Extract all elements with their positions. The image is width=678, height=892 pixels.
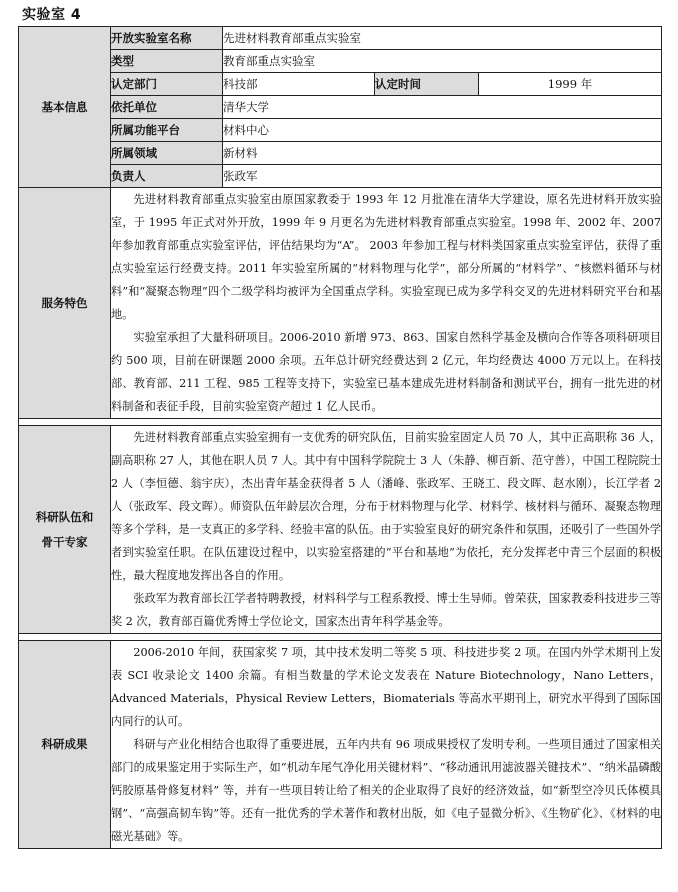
basic-info-label: 基本信息 xyxy=(19,27,111,188)
team-text xyxy=(111,426,662,634)
lab-info-table xyxy=(18,26,662,849)
field-label: 所属领域 xyxy=(111,142,223,165)
dept-value: 科技部 xyxy=(223,73,375,96)
lab-name-value: 先进材料教育部重点实验室 xyxy=(223,27,662,50)
features-paragraph: 实验室承担了大量科研项目。2006-2010 新增 973、863、国家自然科学基金及横向合作等各项科研项目约 500 项，目前在研课题 2000 余项。五年总计研究经费达到 2 亿元，年均经费达 4000 万元以上。在科技部、教育部、211 工程、985 工程等支持下，实验室已基本建成先进材料制备和测试平台，拥有一批先进的材料制备和表征手段，目前实验室资产超过 1 亿人民币。 xyxy=(111,331,662,413)
team-label xyxy=(19,426,111,634)
head-label: 负责人 xyxy=(111,165,223,188)
type-label: 类型 xyxy=(111,50,223,73)
team-paragraph: 先进材料教育部重点实验室拥有一支优秀的研究队伍，目前实验室固定人员 70 人，其中正高职称 36 人，副高职称 27 人，其他在职人员 7 人。其中有中国科学院院士 3 人（朱静、柳百新、范守善），中国工程院院士 2 人（李恒德、翁宇庆），杰出青年基金获得者 5 人（潘峰、张政军、王晓工、段文晖、赵水刚），长江学者 2 人（张政军、段文晖）。师资队伍年龄层次合理，分布于材料物理与化学、材料学、核材料与循环、凝聚态物理等多个学科，是一支真正的多学科、经验丰富的队伍。由于实验室良好的研究条件和氛围，还吸引了一些国外学者到实验室任职。在队伍建设过程中，以实验室搭建的“平台和基地”为依托，充分发挥老中青三个层面的积极性，最大程度地发挥出各自的作用。 xyxy=(111,431,662,582)
type-value: 教育部重点实验室 xyxy=(223,50,662,73)
time-value: 1999 年 xyxy=(479,73,662,96)
unit-value: 清华大学 xyxy=(223,96,662,119)
features-label: 服务特色 xyxy=(19,188,111,419)
dept-label: 认定部门 xyxy=(111,73,223,96)
platform-value: 材料中心 xyxy=(223,119,662,142)
time-label: 认定时间 xyxy=(375,73,479,96)
team-label-line1: 科研队伍和 xyxy=(35,509,94,524)
unit-label: 依托单位 xyxy=(111,96,223,119)
results-paragraph: 2006-2010 年间，获国家奖 7 项，其中技术发明二等奖 5 项、科技进步奖 2 项。在国内外学术期刊上发表 SCI 收录论文 1400 余篇。有相当数量的学术论文发表在 Nature Biotechnology，Nano Letters，Advanced Materials，Physical Review Letters，Biomaterials 等高水平期刊上，研究水平得到了国际国内同行的认可。 xyxy=(111,646,662,728)
field-value: 新材料 xyxy=(223,142,662,165)
team-label-line2: 骨干专家 xyxy=(41,534,88,549)
results-text xyxy=(111,641,662,849)
platform-label: 所属功能平台 xyxy=(111,119,223,142)
results-paragraph: 科研与产业化相结合也取得了重要进展，五年内共有 96 项成果授权了发明专利。一些项目通过了国家相关部门的成果鉴定用于实际生产，如“机动车尾气净化用关键材料”、“移动通讯用滤波器关键技术”、“纳米晶磷酸钙胶原基骨修复材料” 等，并有一些项目转让给了相关的企业取得了良好的经济效益，如“新型空冷贝氏体模具钢”、“高强高韧车钩”等。还有一批优秀的学术著作和教材出版，如《电子显微分析》、《生物矿化》、《材料的电磁光基础》等。 xyxy=(111,738,662,843)
page-title: 实验室 4 xyxy=(22,7,82,23)
lab-name-label: 开放实验室名称 xyxy=(111,27,223,50)
team-paragraph: 张政军为教育部长江学者特聘教授，材料科学与工程系教授、博士生导师。曾荣获，国家教委科技进步三等奖 2 次，教育部百篇优秀博士学位论文，国家杰出青年科学基金等。 xyxy=(111,592,662,628)
features-paragraph: 先进材料教育部重点实验室由原国家教委于 1993 年 12 月批准在清华大学建设，原名先进材料开放实验室，于 1995 年正式对外开放，1999 年 9 月更名为先进材料教育部重点实验室。1998 年、2002 年、2007 年参加教育部重点实验室评估，评估结果均为“A”。 2003 年参加工程与材料类国家重点实验室评估，获得了重点实验室运行经费支持。2011 年实验室所属的“材料物理与化学”，部分所属的“材料学”、“核燃料循环与材料”和“凝聚态物理”四个二级学科均被评为全国重点学科。实验室现已成为多学科交叉的先进材料研究平台和基地。 xyxy=(111,193,662,321)
head-value: 张政军 xyxy=(223,165,662,188)
features-text xyxy=(111,188,662,419)
results-label: 科研成果 xyxy=(19,641,111,849)
